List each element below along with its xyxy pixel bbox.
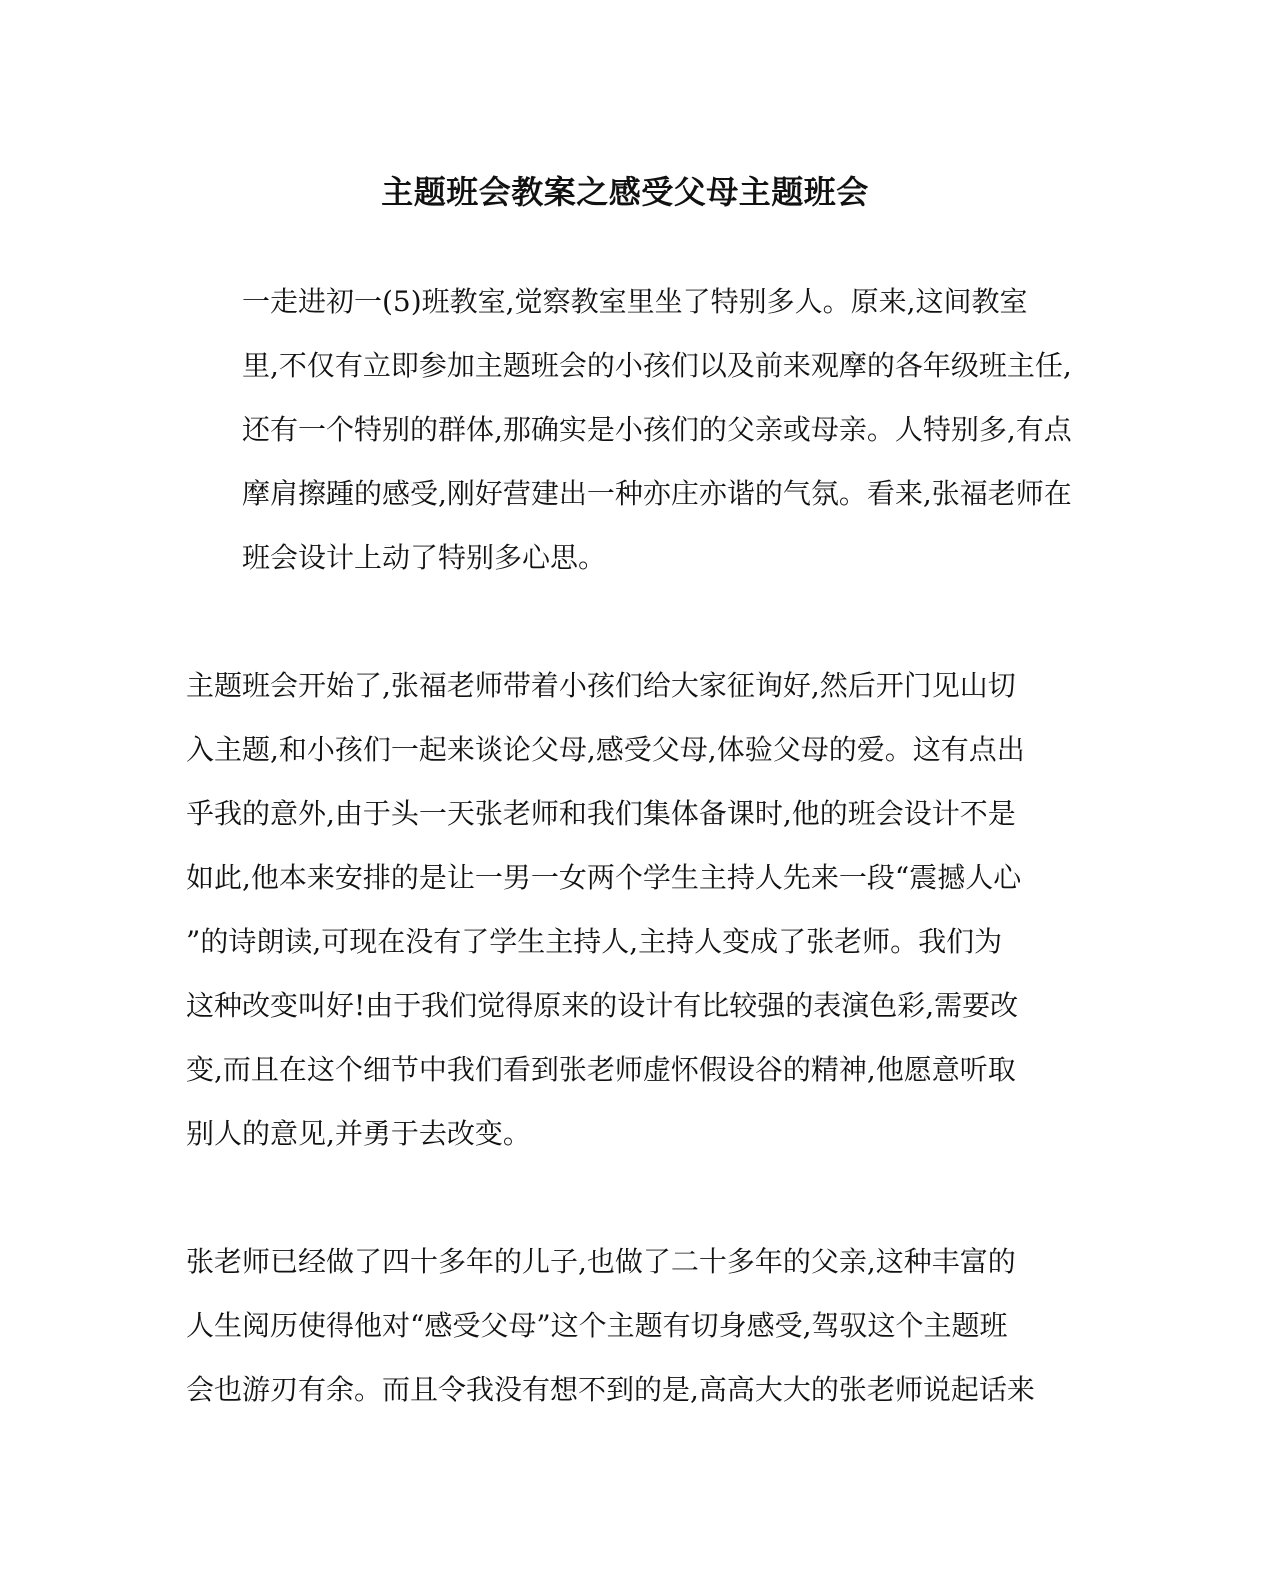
text-line: 主题班会开始了,张福老师带着小孩们给大家征询好,然后开门见山切 xyxy=(186,669,1016,702)
paragraph-text xyxy=(186,1230,1066,1422)
text-line: 会也游刃有余。而且令我没有想不到的是,高高大大的张老师说起话来 xyxy=(186,1373,1035,1406)
text-line: 班会设计上动了特别多心思。 xyxy=(242,541,607,574)
text-line: 一走进初一(5)班教室,觉察教室里坐了特别多人。原来,这间教室 xyxy=(242,285,1028,318)
document-title: 主题班会教案之感受父母主题班会 xyxy=(381,173,869,211)
paragraph-3 xyxy=(186,1230,1066,1422)
text-line: 张老师已经做了四十多年的儿子,也做了二十多年的父亲,这种丰富的 xyxy=(186,1245,1016,1278)
text-line: 变,而且在这个细节中我们看到张老师虚怀假设谷的精神,他愿意听取 xyxy=(186,1053,1016,1086)
text-line: 乎我的意外,由于头一天张老师和我们集体备课时,他的班会设计不是 xyxy=(186,797,1016,830)
text-line: 里,不仅有立即参加主题班会的小孩们以及前来观摩的各年级班主任, xyxy=(242,349,1072,382)
text-line: 摩肩擦踵的感受,刚好营建出一种亦庄亦谐的气氛。看来,张福老师在 xyxy=(242,477,1072,510)
text-line: ”的诗朗读,可现在没有了学生主持人,主持人变成了张老师。我们为 xyxy=(186,925,1003,958)
text-line: 别人的意见,并勇于去改变。 xyxy=(186,1117,531,1150)
paragraph-2 xyxy=(186,654,1066,1166)
paragraph-1 xyxy=(186,270,1072,590)
text-line: 如此,他本来安排的是让一男一女两个学生主持人先来一段“震撼人心 xyxy=(186,861,1022,894)
text-line: 还有一个特别的群体,那确实是小孩们的父亲或母亲。人特别多,有点 xyxy=(242,413,1072,446)
text-line: 人生阅历使得他对“感受父母”这个主题有切身感受,驾驭这个主题班 xyxy=(186,1309,1008,1342)
paragraph-text xyxy=(186,270,1072,590)
text-line: 这种改变叫好!由于我们觉得原来的设计有比较强的表演色彩,需要改 xyxy=(186,989,1019,1022)
text-line: 入主题,和小孩们一起来谈论父母,感受父母,体验父母的爱。这有点出 xyxy=(186,733,1025,766)
paragraph-text xyxy=(186,654,1066,1166)
